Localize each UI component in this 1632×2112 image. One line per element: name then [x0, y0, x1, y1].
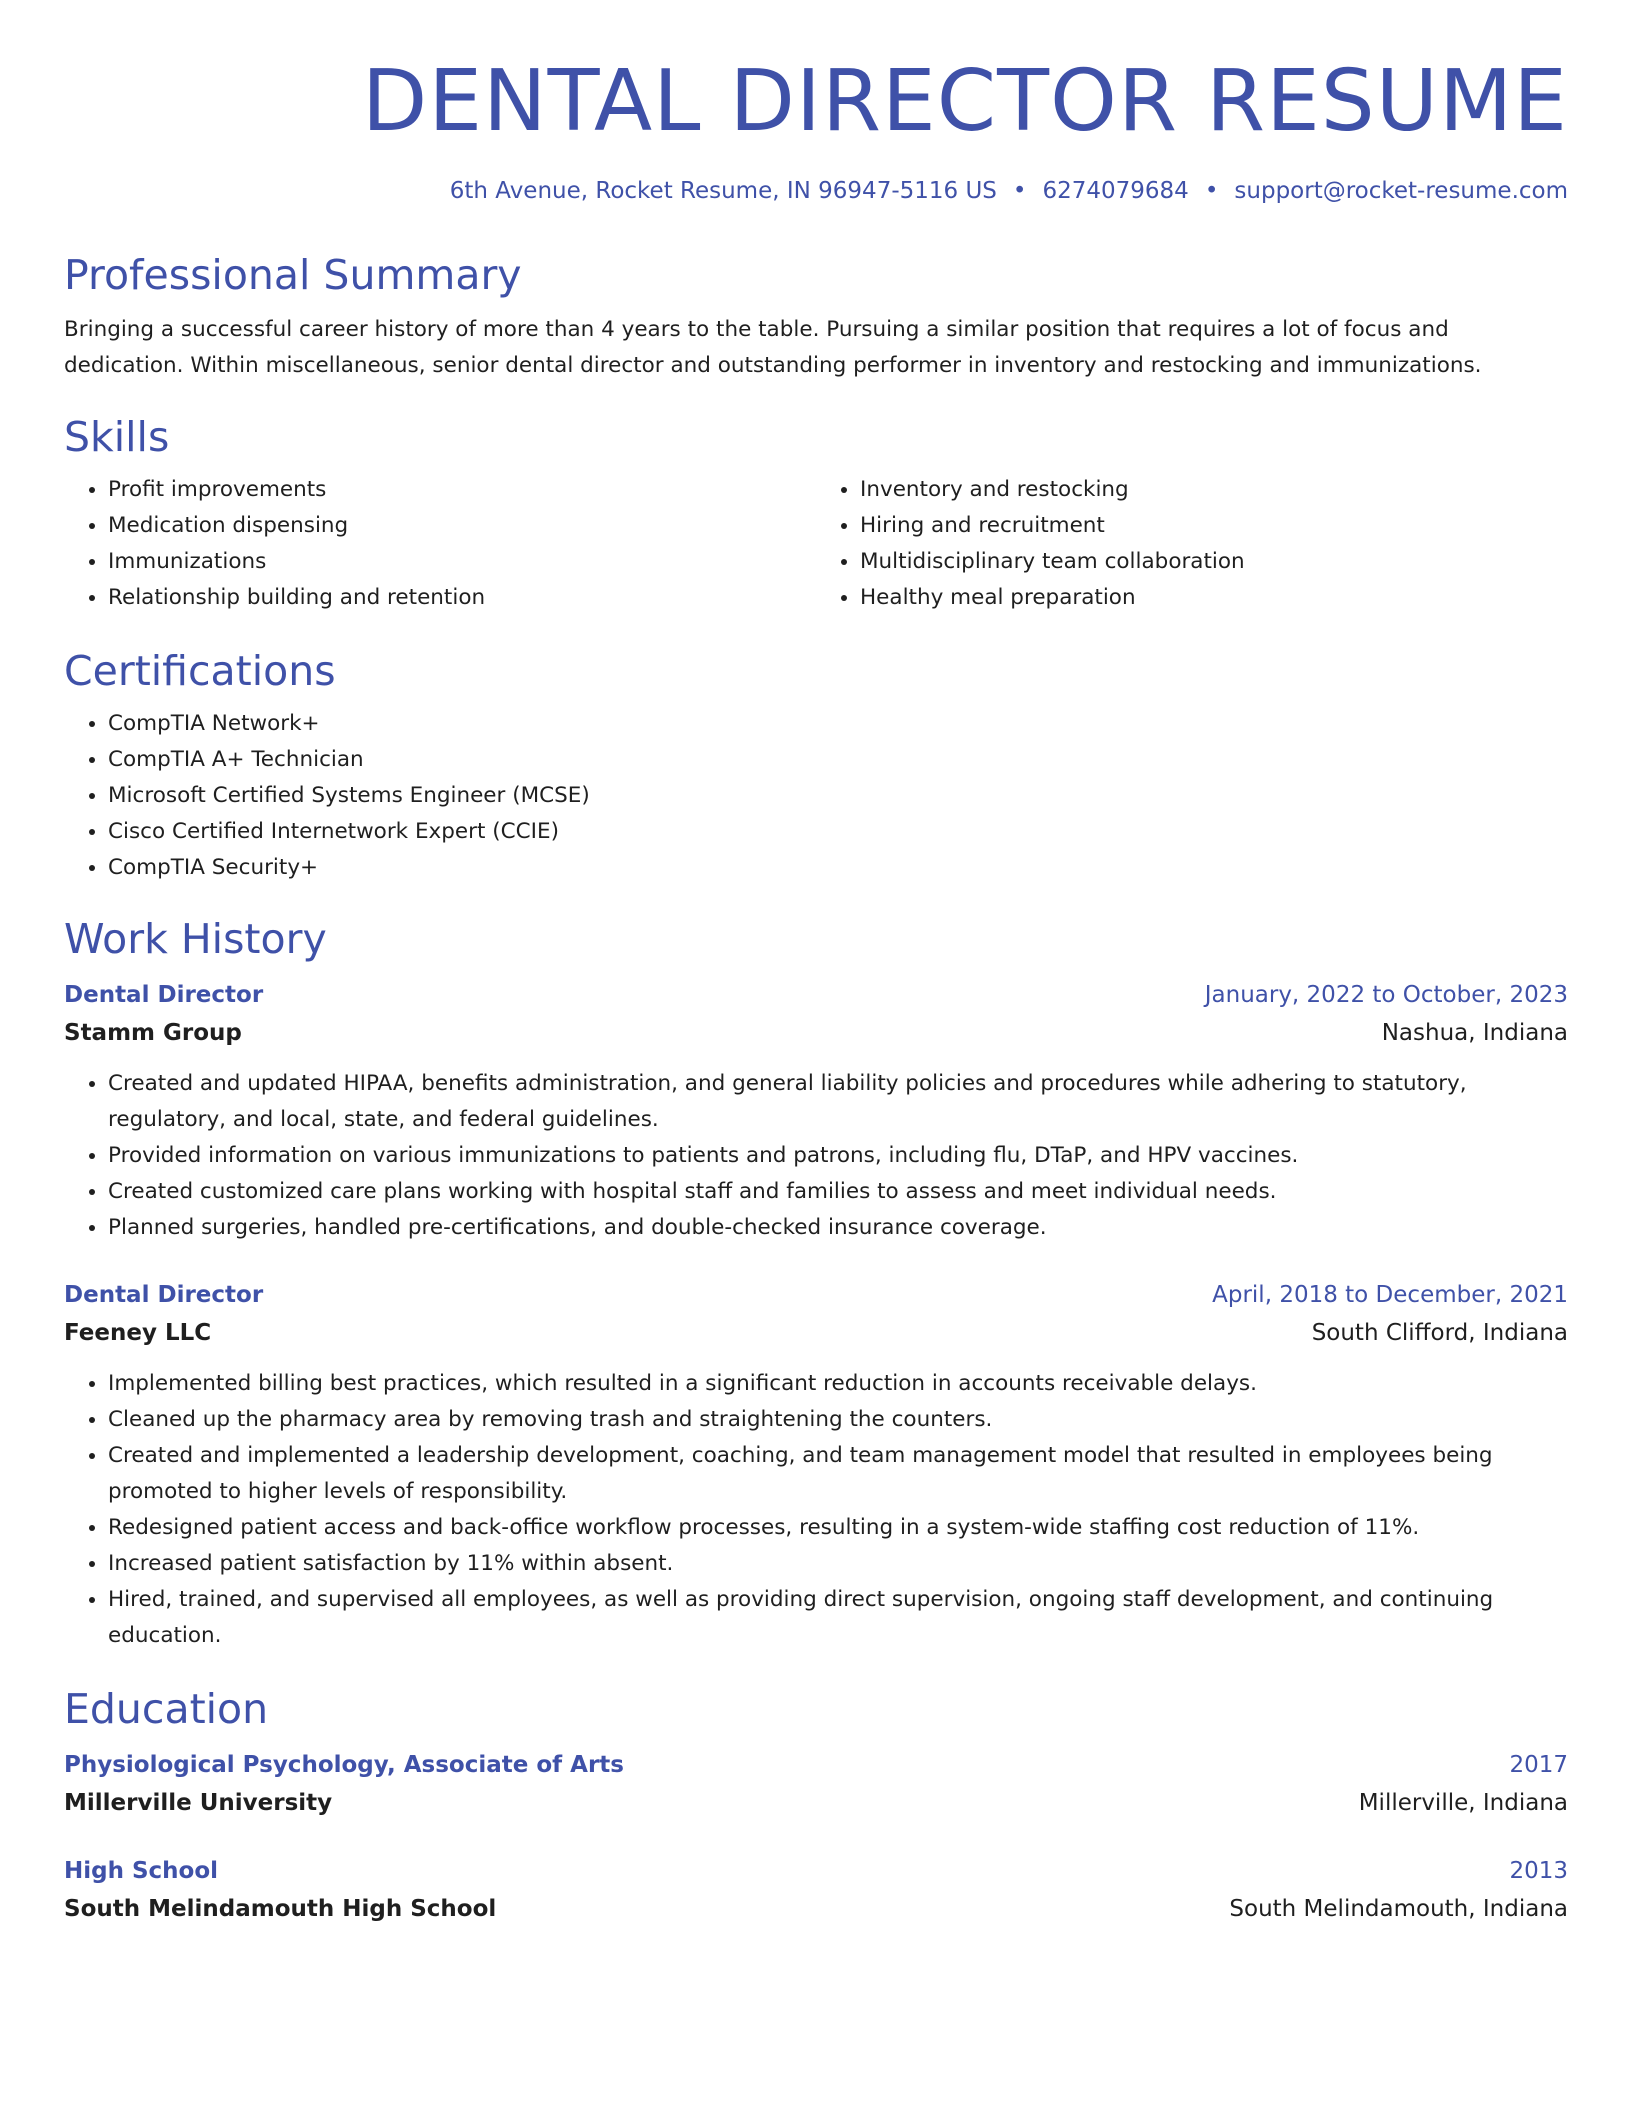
job-dates: January, 2022 to October, 2023 [1204, 982, 1568, 1008]
job-company: Feeney LLC [64, 1320, 212, 1346]
job-role: Dental Director [64, 1282, 264, 1308]
skill-item: • Inventory and restocking [860, 472, 1568, 508]
contact-line [64, 178, 1568, 204]
job-bullet: • Implemented billing best practices, which resulted in a significant reduction in accounts receivable delays. [108, 1366, 1568, 1402]
education-degree-row [64, 1746, 1568, 1784]
education-school: Millerville University [64, 1790, 333, 1816]
certifications-heading: Certifications [64, 647, 336, 695]
job-bullet: • Created customized care plans working with hospital staff and families to assess and meet individual needs. [108, 1174, 1568, 1210]
job-role: Dental Director [64, 982, 264, 1008]
contact-phone: 6274079684 [1042, 178, 1189, 204]
skills-list-left [64, 472, 816, 616]
summary-text: Bringing a successful career history of more than 4 years to the table. Pursuing a similar position that requires a lot of focus and dedication. Within miscellaneous, senior dental director and outstanding performer in inventory and restocking and immunizations. [64, 317, 1482, 378]
certification-item: • CompTIA A+ Technician [108, 742, 1568, 778]
summary-section [64, 250, 1568, 384]
education-entry [64, 1746, 1568, 1822]
contact-email[interactable]: support@rocket-resume.com [1234, 178, 1568, 204]
certifications-list [64, 706, 1568, 886]
contact-separator: • [1012, 178, 1027, 204]
job-entry [64, 976, 1568, 1246]
education-section [64, 1684, 1568, 1928]
certification-item: • CompTIA Network+ [108, 706, 1568, 742]
education-heading: Education [64, 1685, 269, 1733]
education-location: South Melindamouth, Indiana [1229, 1896, 1568, 1922]
job-bullet: • Provided information on various immunizations to patients and patrons, including flu, DTaP, and HPV vaccines. [108, 1138, 1568, 1174]
education-year: 2013 [1509, 1858, 1568, 1884]
skill-item: • Multidisciplinary team collaboration [860, 544, 1568, 580]
job-bullet: • Created and updated HIPAA, benefits administration, and general liability policies and procedures while adhering to statutory, regulatory, and local, state, and federal guidelines. [108, 1066, 1568, 1138]
skills-section [64, 412, 1568, 616]
skill-item: • Hiring and recruitment [860, 508, 1568, 544]
job-location: South Clifford, Indiana [1311, 1320, 1568, 1346]
certification-item: • CompTIA Security+ [108, 850, 1568, 886]
education-location: Millerville, Indiana [1358, 1790, 1568, 1816]
education-school-row [64, 1890, 1568, 1928]
job-company-row [64, 1314, 1568, 1352]
skills-list-right [816, 472, 1568, 616]
job-entry [64, 1276, 1568, 1654]
job-bullet: • Increased patient satisfaction by 11% within absent. [108, 1546, 1568, 1582]
job-bullets [64, 1066, 1568, 1246]
skill-item: • Relationship building and retention [108, 580, 816, 616]
contact-address: 6th Avenue, Rocket Resume, IN 96947-5116 US [449, 178, 997, 204]
certification-item: • Cisco Certified Internetwork Expert (CCIE) [108, 814, 1568, 850]
job-location: Nashua, Indiana [1381, 1020, 1568, 1046]
skill-item: • Profit improvements [108, 472, 816, 508]
job-company-row [64, 1014, 1568, 1052]
certification-item: • Microsoft Certified Systems Engineer (MCSE) [108, 778, 1568, 814]
education-degree: Physiological Psychology, Associate of Arts [64, 1752, 624, 1778]
job-bullet: • Redesigned patient access and back-office workflow processes, resulting in a system-wide staffing cost reduction of 11%. [108, 1510, 1568, 1546]
education-degree: High School [64, 1858, 219, 1884]
skill-item: • Immunizations [108, 544, 816, 580]
skill-item: • Medication dispensing [108, 508, 816, 544]
skills-heading: Skills [64, 413, 170, 461]
contact-separator: • [1204, 178, 1219, 204]
job-title-row [64, 976, 1568, 1014]
job-title-row [64, 1276, 1568, 1314]
education-school: South Melindamouth High School [64, 1896, 497, 1922]
job-bullet: • Cleaned up the pharmacy area by removing trash and straightening the counters. [108, 1402, 1568, 1438]
job-dates: April, 2018 to December, 2021 [1212, 1282, 1568, 1308]
education-degree-row [64, 1852, 1568, 1890]
job-bullet: • Planned surgeries, handled pre-certifications, and double-checked insurance coverage. [108, 1210, 1568, 1246]
work-section [64, 914, 1568, 1654]
skills-grid [64, 472, 1568, 616]
education-entry [64, 1852, 1568, 1928]
education-school-row [64, 1784, 1568, 1822]
job-bullets [64, 1366, 1568, 1654]
certifications-section [64, 646, 1568, 886]
job-bullet: • Hired, trained, and supervised all employees, as well as providing direct supervision, ongoing staff development, and continuing education. [108, 1582, 1568, 1654]
skill-item: • Healthy meal preparation [860, 580, 1568, 616]
job-bullet: • Created and implemented a leadership development, coaching, and team management model that resulted in employees being promoted to higher levels of responsibility. [108, 1438, 1568, 1510]
education-year: 2017 [1509, 1752, 1568, 1778]
resume-title: DENTAL DIRECTOR RESUME [361, 52, 1568, 151]
job-company: Stamm Group [64, 1020, 242, 1046]
work-heading: Work History [64, 915, 327, 963]
summary-heading: Professional Summary [64, 251, 522, 299]
